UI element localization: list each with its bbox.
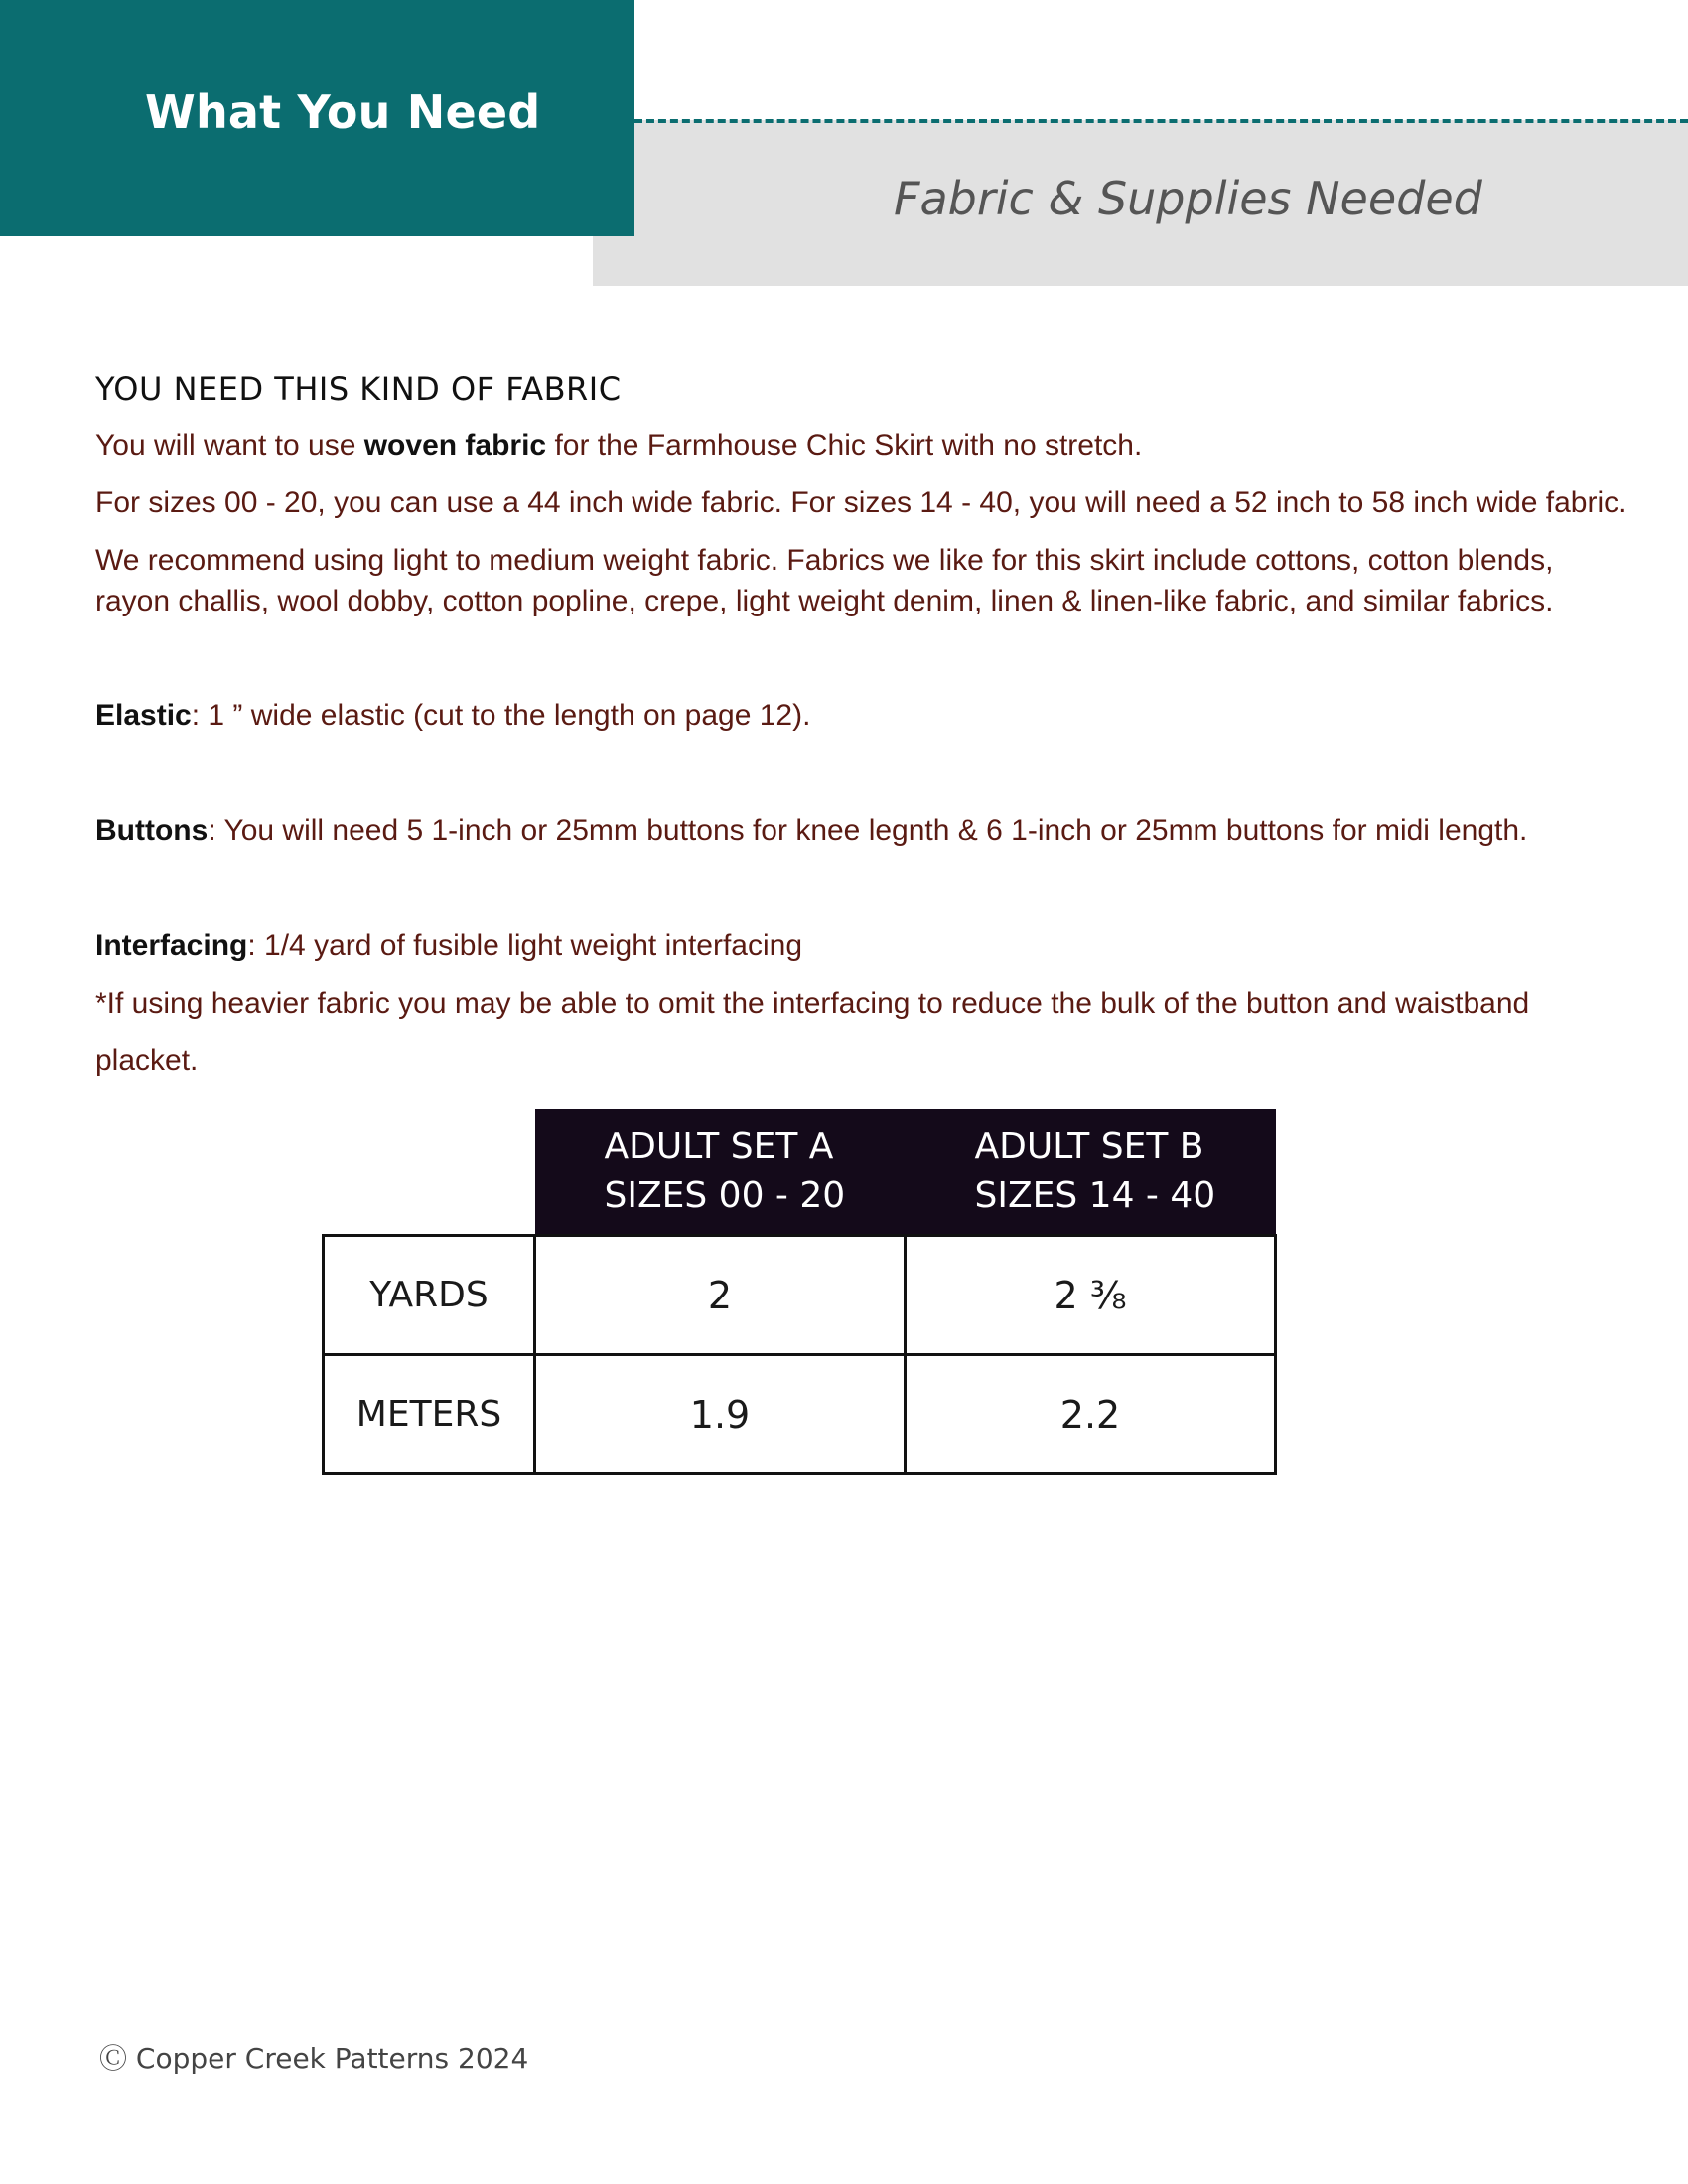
- interfacing-line: Interfacing: 1/4 yard of fusible light weight interfacing: [95, 929, 803, 962]
- table-row: [324, 1355, 1276, 1474]
- table-row: [324, 1236, 1276, 1355]
- elastic-label: Elastic: [95, 699, 192, 732]
- row-label-yards: YARDS: [324, 1236, 535, 1355]
- page-title: What You Need: [145, 85, 541, 139]
- fabric-yardage-table: [322, 1109, 1277, 1475]
- copyright-footer: Ⓒ Copper Creek Patterns 2024: [99, 2042, 529, 2075]
- fabric-line-1: You will want to use woven fabric for the Farmhouse Chic Skirt with no stretch.: [95, 429, 1143, 462]
- interfacing-note-b: placket.: [95, 1044, 199, 1077]
- fabric-line-3b: rayon challis, wool dobby, cotton popline, crepe, light weight denim, linen & linen-like fabric, and similar fabrics.: [95, 585, 1554, 617]
- buttons-label: Buttons: [95, 814, 209, 847]
- row-label-meters: METERS: [324, 1355, 535, 1474]
- table-corner: [324, 1109, 535, 1236]
- column-header-set-a: ADULT SET A SIZES 00 - 20: [535, 1109, 906, 1236]
- table-cell: 1.9: [535, 1355, 906, 1474]
- table-cell: 2: [535, 1236, 906, 1355]
- fabric-line-3a: We recommend using light to medium weight fabric. Fabrics we like for this skirt include cottons, cotton blends,: [95, 544, 1554, 577]
- interfacing-label: Interfacing: [95, 929, 248, 962]
- table-cell: 2.2: [906, 1355, 1276, 1474]
- interfacing-note-a: *If using heavier fabric you may be able to omit the interfacing to reduce the bulk of the button and waistband: [95, 987, 1530, 1020]
- buttons-line: Buttons: You will need 5 1-inch or 25mm buttons for knee legnth & 6 1-inch or 25mm buttons for midi length.: [95, 814, 1528, 847]
- fabric-heading: YOU NEED THIS KIND OF FABRIC: [95, 370, 622, 408]
- table-header-row: [324, 1109, 1276, 1236]
- elastic-line: Elastic: 1 ” wide elastic (cut to the length on page 12).: [95, 699, 811, 732]
- page-subtitle: Fabric & Supplies Needed: [894, 172, 1482, 225]
- woven-fabric-emphasis: woven fabric: [363, 429, 547, 462]
- column-header-set-b: ADULT SET B SIZES 14 - 40: [906, 1109, 1276, 1236]
- table-cell: 2 ⅜: [906, 1236, 1276, 1355]
- dashed-divider: [634, 119, 1688, 123]
- fabric-line-2: For sizes 00 - 20, you can use a 44 inch wide fabric. For sizes 14 - 40, you will need a 52 inch to 58 inch wide fabric.: [95, 486, 1627, 519]
